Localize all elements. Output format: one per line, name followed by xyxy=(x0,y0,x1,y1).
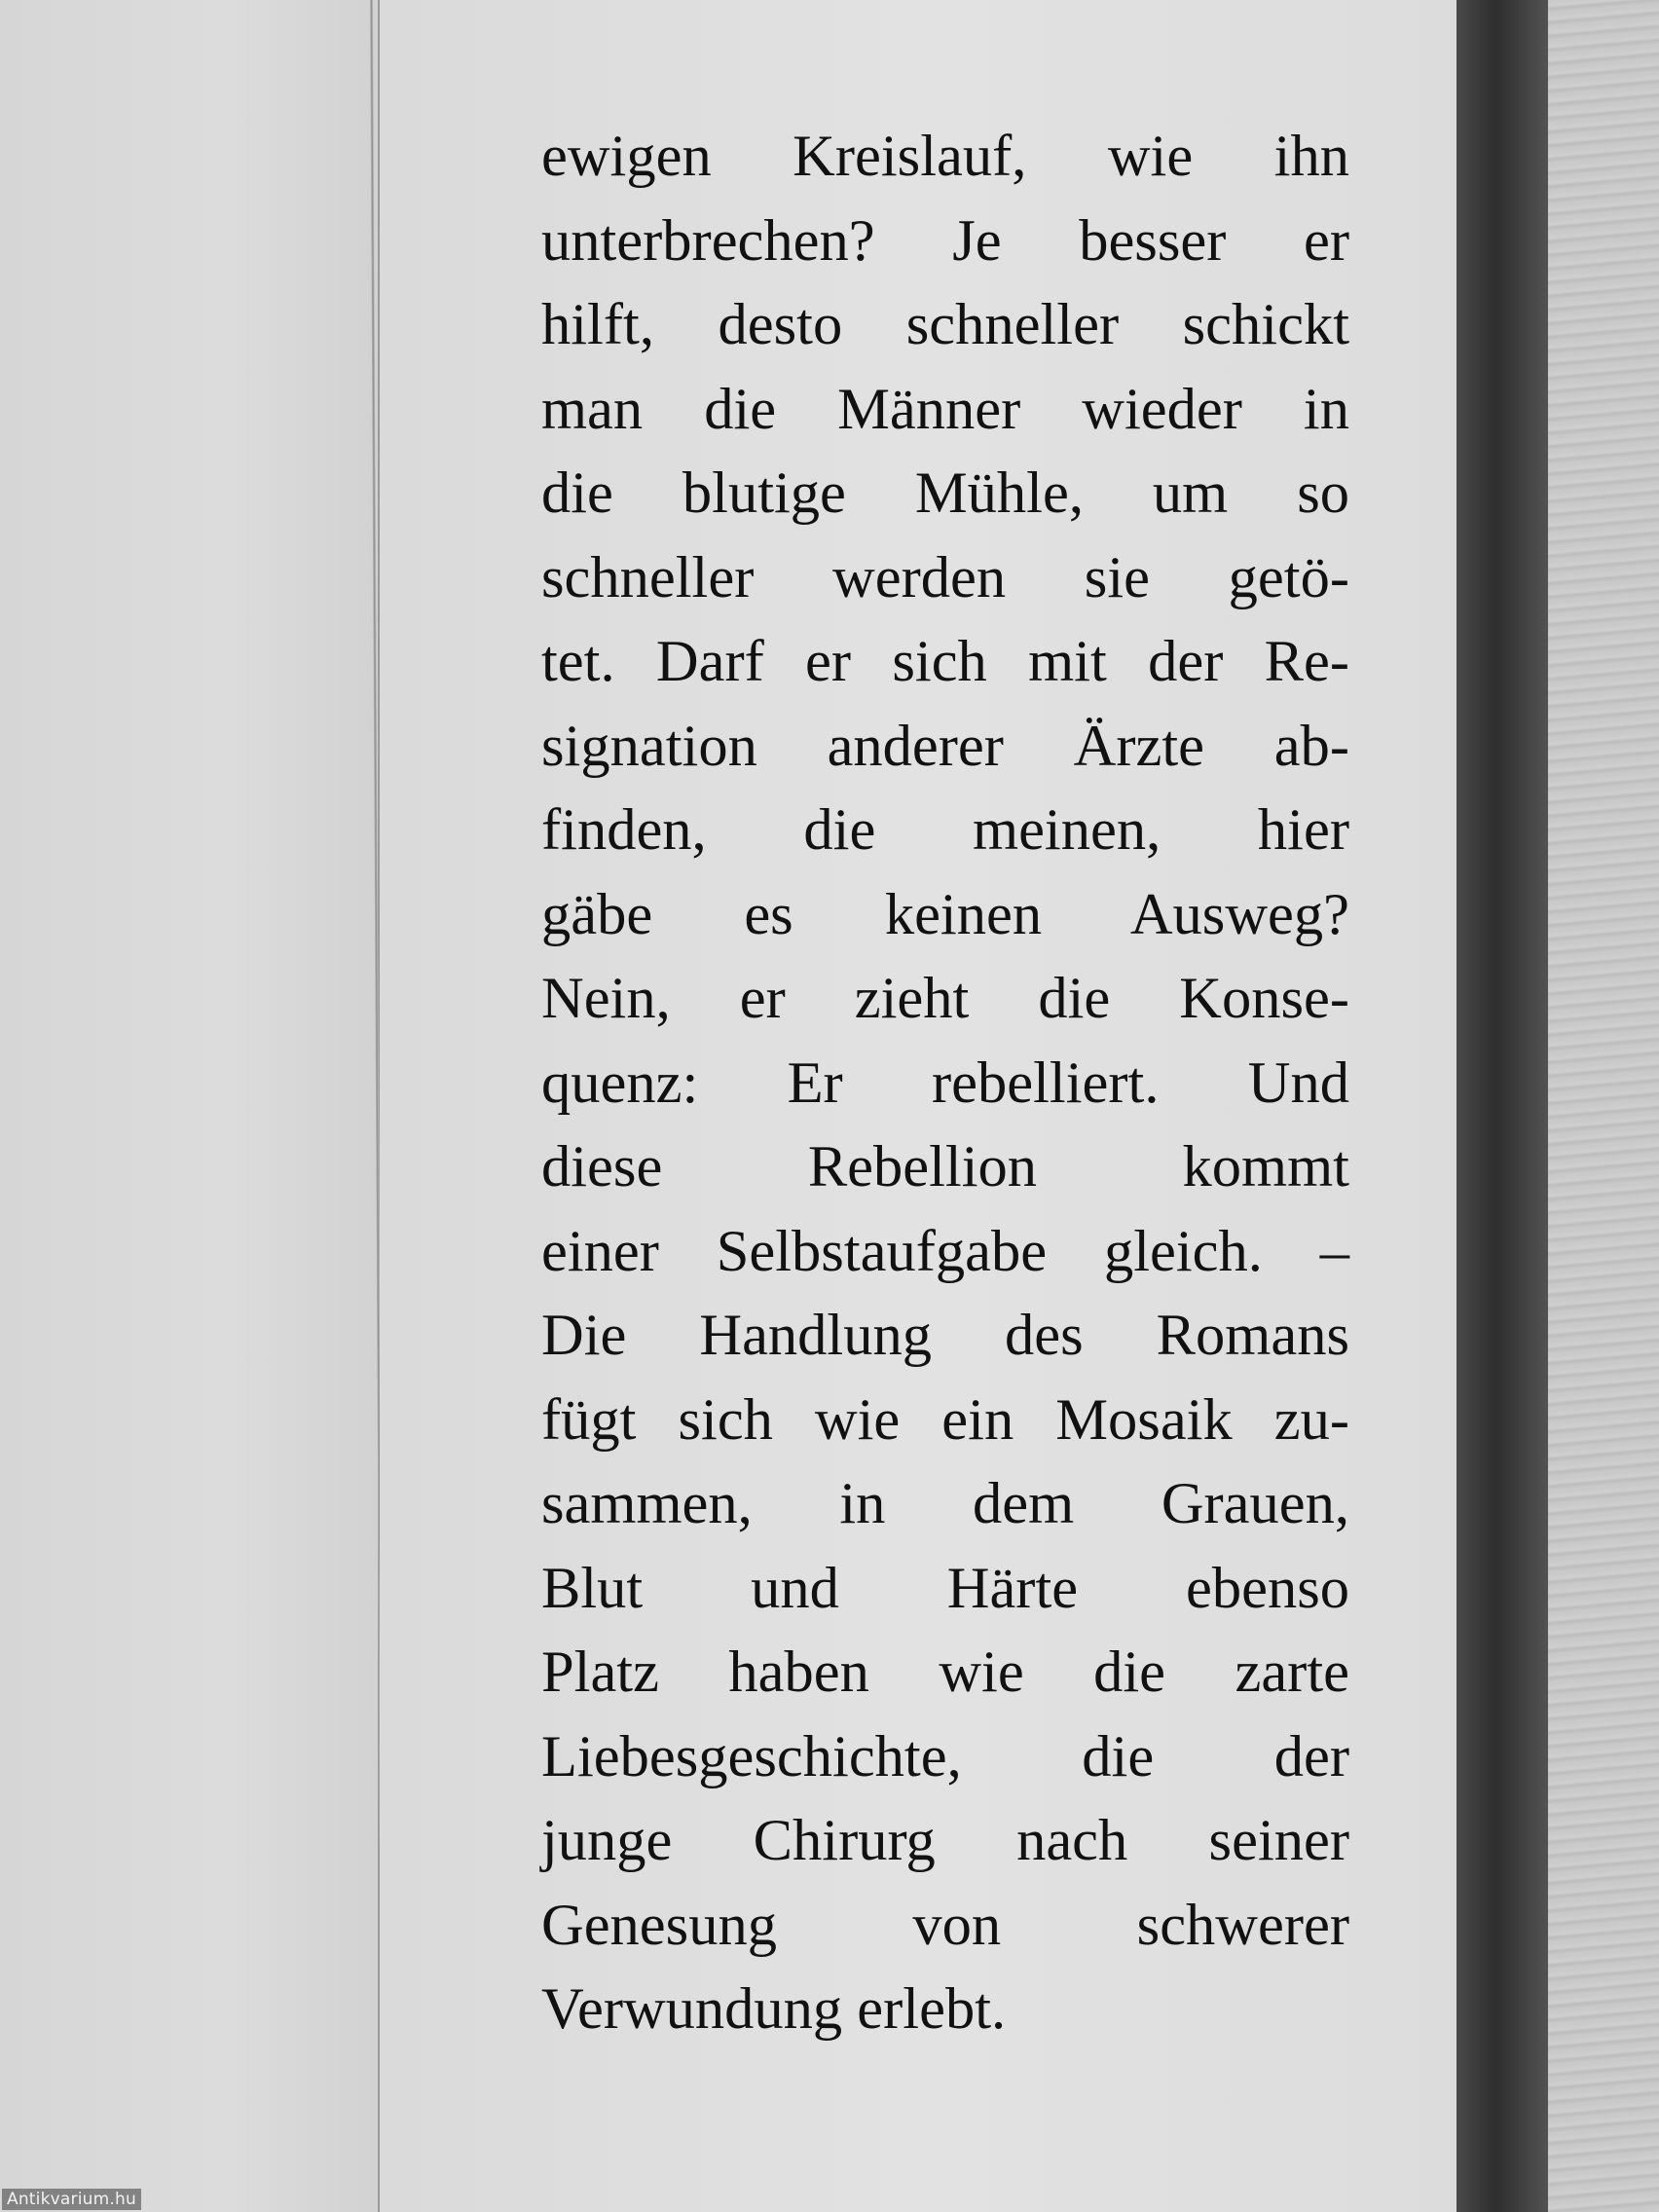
text-line: Blut und Härte ebenso xyxy=(541,1555,1349,1621)
text-line: unterbrechen? Je besser er xyxy=(541,207,1349,274)
text-line: finden, die meinen, hier xyxy=(541,797,1349,863)
text-line: man die Männer wieder in xyxy=(541,376,1349,442)
text-line: Genesung von schwerer xyxy=(541,1892,1349,1958)
text-line: gäbe es keinen Ausweg? xyxy=(541,881,1349,947)
text-line: quenz: Er rebelliert. Und xyxy=(541,1050,1349,1116)
text-line: sammen, in dem Grauen, xyxy=(541,1471,1349,1536)
text-line: die blutige Mühle, um so xyxy=(541,461,1349,526)
text-line: Liebesgeschichte, die der xyxy=(541,1723,1349,1789)
watermark: Antikvarium.hu xyxy=(2,2189,141,2210)
text-line: fügt sich wie ein Mosaik zu- xyxy=(541,1386,1349,1453)
text-line: Die Handlung des Romans xyxy=(541,1303,1349,1368)
text-line: Platz haben wie die zarte xyxy=(541,1640,1349,1705)
left-page xyxy=(0,0,378,2212)
text-line: junge Chirurg nach seiner xyxy=(541,1808,1349,1873)
background-surface xyxy=(1548,0,1659,2212)
text-line: hilft, desto schneller schickt xyxy=(541,292,1349,357)
text-line: signation anderer Ärzte ab- xyxy=(541,713,1349,779)
body-text xyxy=(541,115,1349,2052)
text-line: Verwundung erlebt. xyxy=(541,1976,1007,2042)
text-line: ewigen Kreislauf, wie ihn xyxy=(541,124,1349,189)
book-cover-edge xyxy=(1456,0,1554,2212)
text-line: schneller werden sie getö- xyxy=(541,544,1349,610)
text-line: diese Rebellion kommt xyxy=(541,1134,1349,1199)
text-line: einer Selbstaufgabe gleich. – xyxy=(541,1218,1349,1284)
text-line: tet. Darf er sich mit der Re- xyxy=(541,629,1349,694)
text-line: Nein, er zieht die Konse- xyxy=(541,966,1349,1031)
